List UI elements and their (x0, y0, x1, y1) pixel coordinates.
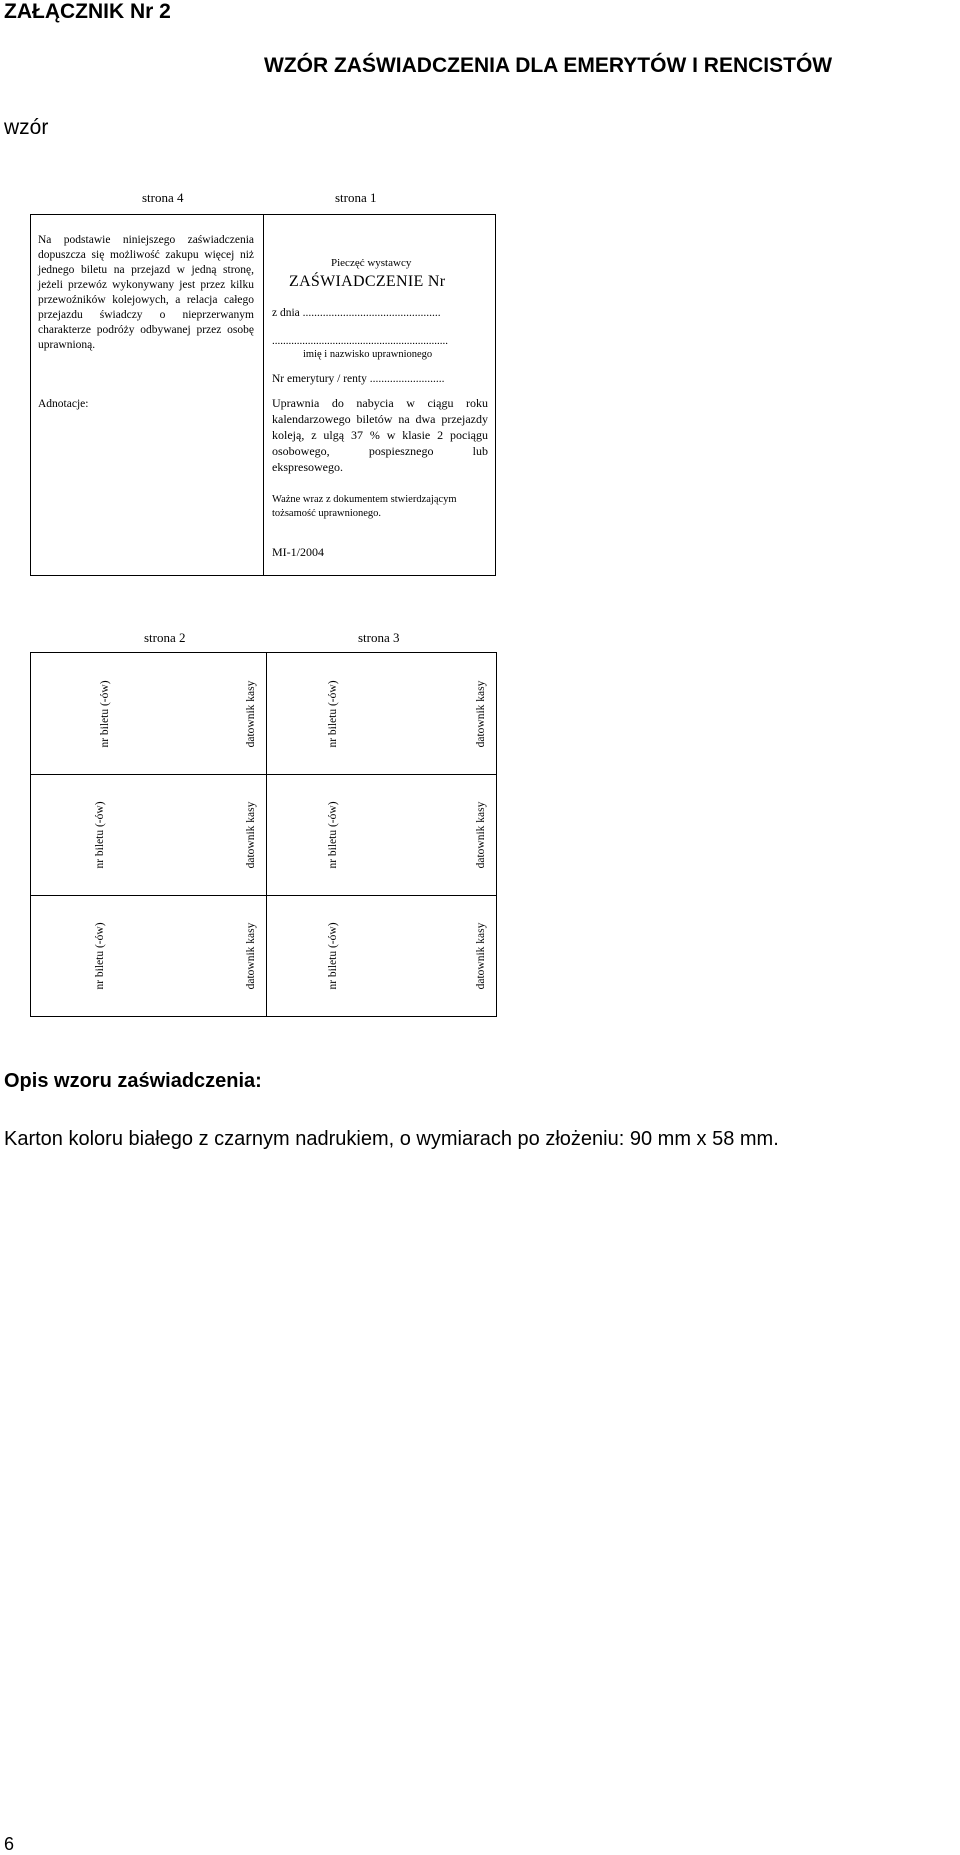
pension-number-field: Nr emerytury / renty .......................... (272, 373, 445, 385)
validity-note: Ważne wraz z dokumentem stwierdzającym tożsamość uprawnionego. (272, 494, 457, 519)
row-divider (31, 895, 496, 896)
page4-rules-text: Na podstawie niniejszego zaświadczenia dopuszcza się możliwość zakupu więcej niż jednego biletu na przejazd w jedną stronę, jeżeli przewóz wykonywany jest przez kilku przewoźników kolejowych, a relacja całego przejazdu świadczy o nieprzerwanym charakterze podróży odbywanej przez osobę uprawnioną. (38, 234, 254, 351)
card-fold-line (263, 215, 264, 575)
ticket-number-slot: nr biletu (-ów) (327, 680, 339, 748)
ticket-number-slot: nr biletu (-ów) (327, 922, 339, 990)
entitlement-text: Uprawnia do nabycia w ciągu roku kalendarzowego biletów na dwa przejazdy koleją, z ulgą 37 % w klasie 2 pociągu osobowego, pospiesznego lub ekspresowego. (272, 396, 488, 474)
page-number: 6 (4, 1834, 15, 1854)
cashier-stamp-slot: datownik kasy (475, 680, 487, 748)
ticket-number-slot: nr biletu (-ów) (327, 801, 339, 869)
page2-label: strona 2 (144, 630, 186, 645)
certificate-front-card (30, 214, 496, 576)
cashier-stamp-slot: datownik kasy (245, 801, 257, 869)
page3-label: strona 3 (358, 630, 400, 645)
cashier-stamp-slot: datownik kasy (245, 680, 257, 748)
card-fold-line (266, 653, 267, 1016)
holder-name-field: ................................................................ (272, 335, 448, 347)
page1-label: strona 1 (335, 190, 377, 205)
certificate-back-card (30, 652, 497, 1017)
row-divider (31, 774, 496, 775)
issuer-stamp-label: Pieczęć wystawcy (331, 257, 412, 269)
issue-date-field: z dnia ................................................ (272, 307, 441, 319)
certificate-number-heading: ZAŚWIADCZENIE Nr (289, 273, 446, 290)
cashier-stamp-slot: datownik kasy (245, 922, 257, 990)
ticket-number-slot: nr biletu (-ów) (94, 801, 106, 869)
ticket-number-slot: nr biletu (-ów) (94, 922, 106, 990)
cashier-stamp-slot: datownik kasy (475, 801, 487, 869)
page4-label: strona 4 (142, 190, 184, 205)
annex-title: ZAŁĄCZNIK Nr 2 (4, 0, 171, 23)
holder-name-label: imię i nazwisko uprawnionego (303, 349, 433, 360)
form-code: MI-1/2004 (272, 545, 324, 559)
document-title: WZÓR ZAŚWIADCZENIA DLA EMERYTÓW I RENCISTÓW (264, 54, 833, 77)
annotations-label: Adnotacje: (38, 398, 89, 410)
cashier-stamp-slot: datownik kasy (475, 922, 487, 990)
template-label: wzór (4, 116, 49, 139)
description-heading: Opis wzoru zaświadczenia: (4, 1070, 262, 1092)
ticket-number-slot: nr biletu (-ów) (99, 680, 111, 748)
description-text: Karton koloru białego z czarnym nadrukiem, o wymiarach po złożeniu: 90 mm x 58 mm. (4, 1128, 779, 1150)
